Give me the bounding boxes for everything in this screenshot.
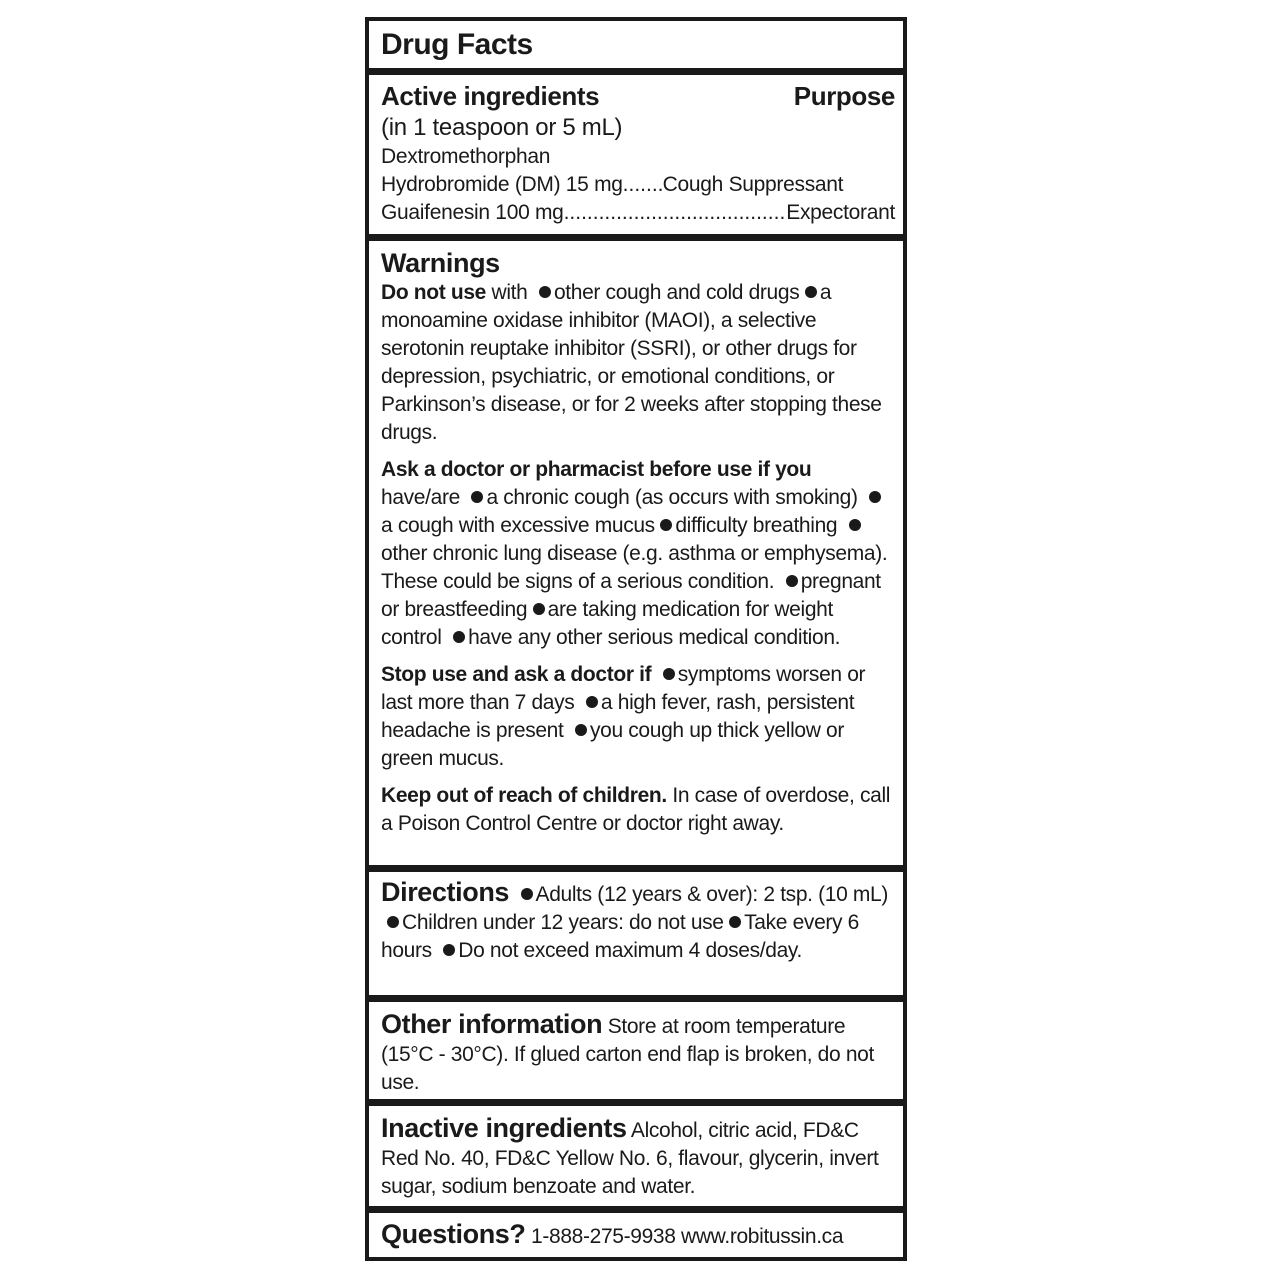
bullet-icon (471, 491, 483, 503)
active-ingredients-section (369, 75, 903, 234)
section-divider (369, 865, 903, 872)
dot-leader (564, 199, 787, 227)
warning-item: other chronic lung disease (e.g. asthma or emphysema). These could be signs of a serious condition. (381, 542, 888, 593)
bullet-icon (869, 491, 881, 503)
bullet-icon (786, 575, 798, 587)
warning-item: other cough and cold drugs (553, 281, 800, 304)
bullet-icon (533, 603, 545, 615)
dot-leader (623, 171, 663, 199)
ingredient-line: Dextromethorphan (381, 145, 551, 168)
ingredient-row (381, 171, 895, 199)
warning-item: a monoamine oxidase inhibitor (MAOI), a selective serotonin reuptake inhibitor (SSRI), or other drugs for depression, psychiatric, or emotional conditions, or Parkinson’s disease, or for 2 weeks after stopping these drugs. (381, 281, 882, 444)
bullet-icon (729, 916, 741, 928)
inactive-ingredients-text: Alcohol, citric acid, FD&C Red No. 40, FD&C Yellow No. 6, flavour, glycerin, invert sugar, sodium benzoate and water. (381, 1119, 879, 1198)
warnings-heading: Warnings (381, 248, 500, 278)
directions-section (369, 872, 903, 995)
bullet-icon (521, 888, 533, 900)
ingredient-purpose: Cough Suppressant (662, 173, 844, 196)
direction-item: Children under 12 years: do not use (402, 911, 724, 934)
active-ingredients-header (381, 79, 895, 113)
ingredient-purpose: Expectorant (786, 201, 895, 224)
section-divider (369, 1206, 903, 1213)
questions-section (369, 1213, 903, 1257)
questions-paragraph (381, 1219, 895, 1251)
section-divider (369, 68, 903, 75)
ask-doctor-intro: have/are (381, 486, 460, 509)
other-information-section (369, 1002, 903, 1099)
inactive-ingredients-heading: Inactive ingredients (381, 1113, 627, 1143)
bullet-icon (443, 944, 455, 956)
direction-item: Take every 6 hours (381, 911, 859, 962)
other-information-text: Store at room temperature (15°C - 30°C). If glued carton end flap is broken, do not use. (381, 1015, 874, 1094)
ingredient-name: Hydrobromide (DM) 15 mg (381, 173, 623, 196)
section-divider (369, 995, 903, 1002)
stop-use-lead: Stop use and ask a doctor if (381, 663, 652, 686)
ingredient-name: Guaifenesin 100 mg (381, 201, 564, 224)
bullet-icon (586, 696, 598, 708)
do-not-use-with: with (491, 281, 528, 304)
inactive-ingredients-section (369, 1106, 903, 1206)
warning-item: difficulty breathing (675, 514, 838, 537)
bullet-icon (849, 519, 861, 531)
warning-item: a chronic cough (as occurs with smoking) (486, 486, 858, 509)
directions-paragraph (381, 878, 895, 965)
ingredient-row (381, 199, 895, 227)
directions-heading: Directions (381, 877, 510, 907)
bullet-icon (539, 286, 551, 298)
warning-item: pregnant or breastfeeding (381, 570, 881, 621)
other-information-paragraph (381, 1010, 895, 1097)
inactive-ingredients-paragraph (381, 1114, 895, 1201)
warning-item: a high fever, rash, persistent headache is present (381, 691, 855, 742)
other-information-heading: Other information (381, 1009, 603, 1039)
direction-item: Adults (12 years & over): 2 tsp. (10 mL) (535, 883, 889, 906)
do-not-use-lead: Do not use (381, 281, 486, 304)
bullet-icon (805, 286, 817, 298)
keep-out-paragraph (381, 782, 895, 838)
warning-item: are taking medication for weight control (381, 598, 833, 649)
ask-doctor-paragraph (381, 456, 895, 652)
ask-doctor-lead: Ask a doctor or pharmacist before use if you (381, 458, 812, 481)
section-divider (369, 234, 903, 241)
drug-facts-title: Drug Facts (381, 28, 533, 61)
warning-item: a cough with excessive mucus (381, 514, 655, 537)
active-ingredients-heading: Active ingredients (381, 81, 600, 111)
drug-facts-panel (365, 17, 907, 1261)
questions-contact: 1-888-275-9938 www.robitussin.ca (531, 1225, 844, 1248)
warnings-section (369, 241, 903, 865)
warning-item: you cough up thick yellow or green mucus. (381, 719, 844, 770)
stop-use-paragraph (381, 661, 895, 773)
warning-item: have any other serious medical condition. (468, 626, 841, 649)
keep-out-text: In case of overdose, call a Poison Control Centre or doctor right away. (381, 784, 891, 835)
bullet-icon (575, 724, 587, 736)
bullet-icon (387, 916, 399, 928)
questions-heading: Questions? (381, 1219, 526, 1249)
bullet-icon (660, 519, 672, 531)
bullet-icon (663, 668, 675, 680)
purpose-heading: Purpose (793, 81, 895, 111)
active-ingredients-subheading: (in 1 teaspoon or 5 mL) (381, 114, 623, 141)
do-not-use-paragraph (381, 279, 895, 447)
bullet-icon (453, 631, 465, 643)
warning-item: symptoms worsen or last more than 7 days (381, 663, 866, 714)
direction-item: Do not exceed maximum 4 doses/day. (458, 939, 802, 962)
section-divider (369, 1099, 903, 1106)
keep-out-lead: Keep out of reach of children. (381, 784, 667, 807)
